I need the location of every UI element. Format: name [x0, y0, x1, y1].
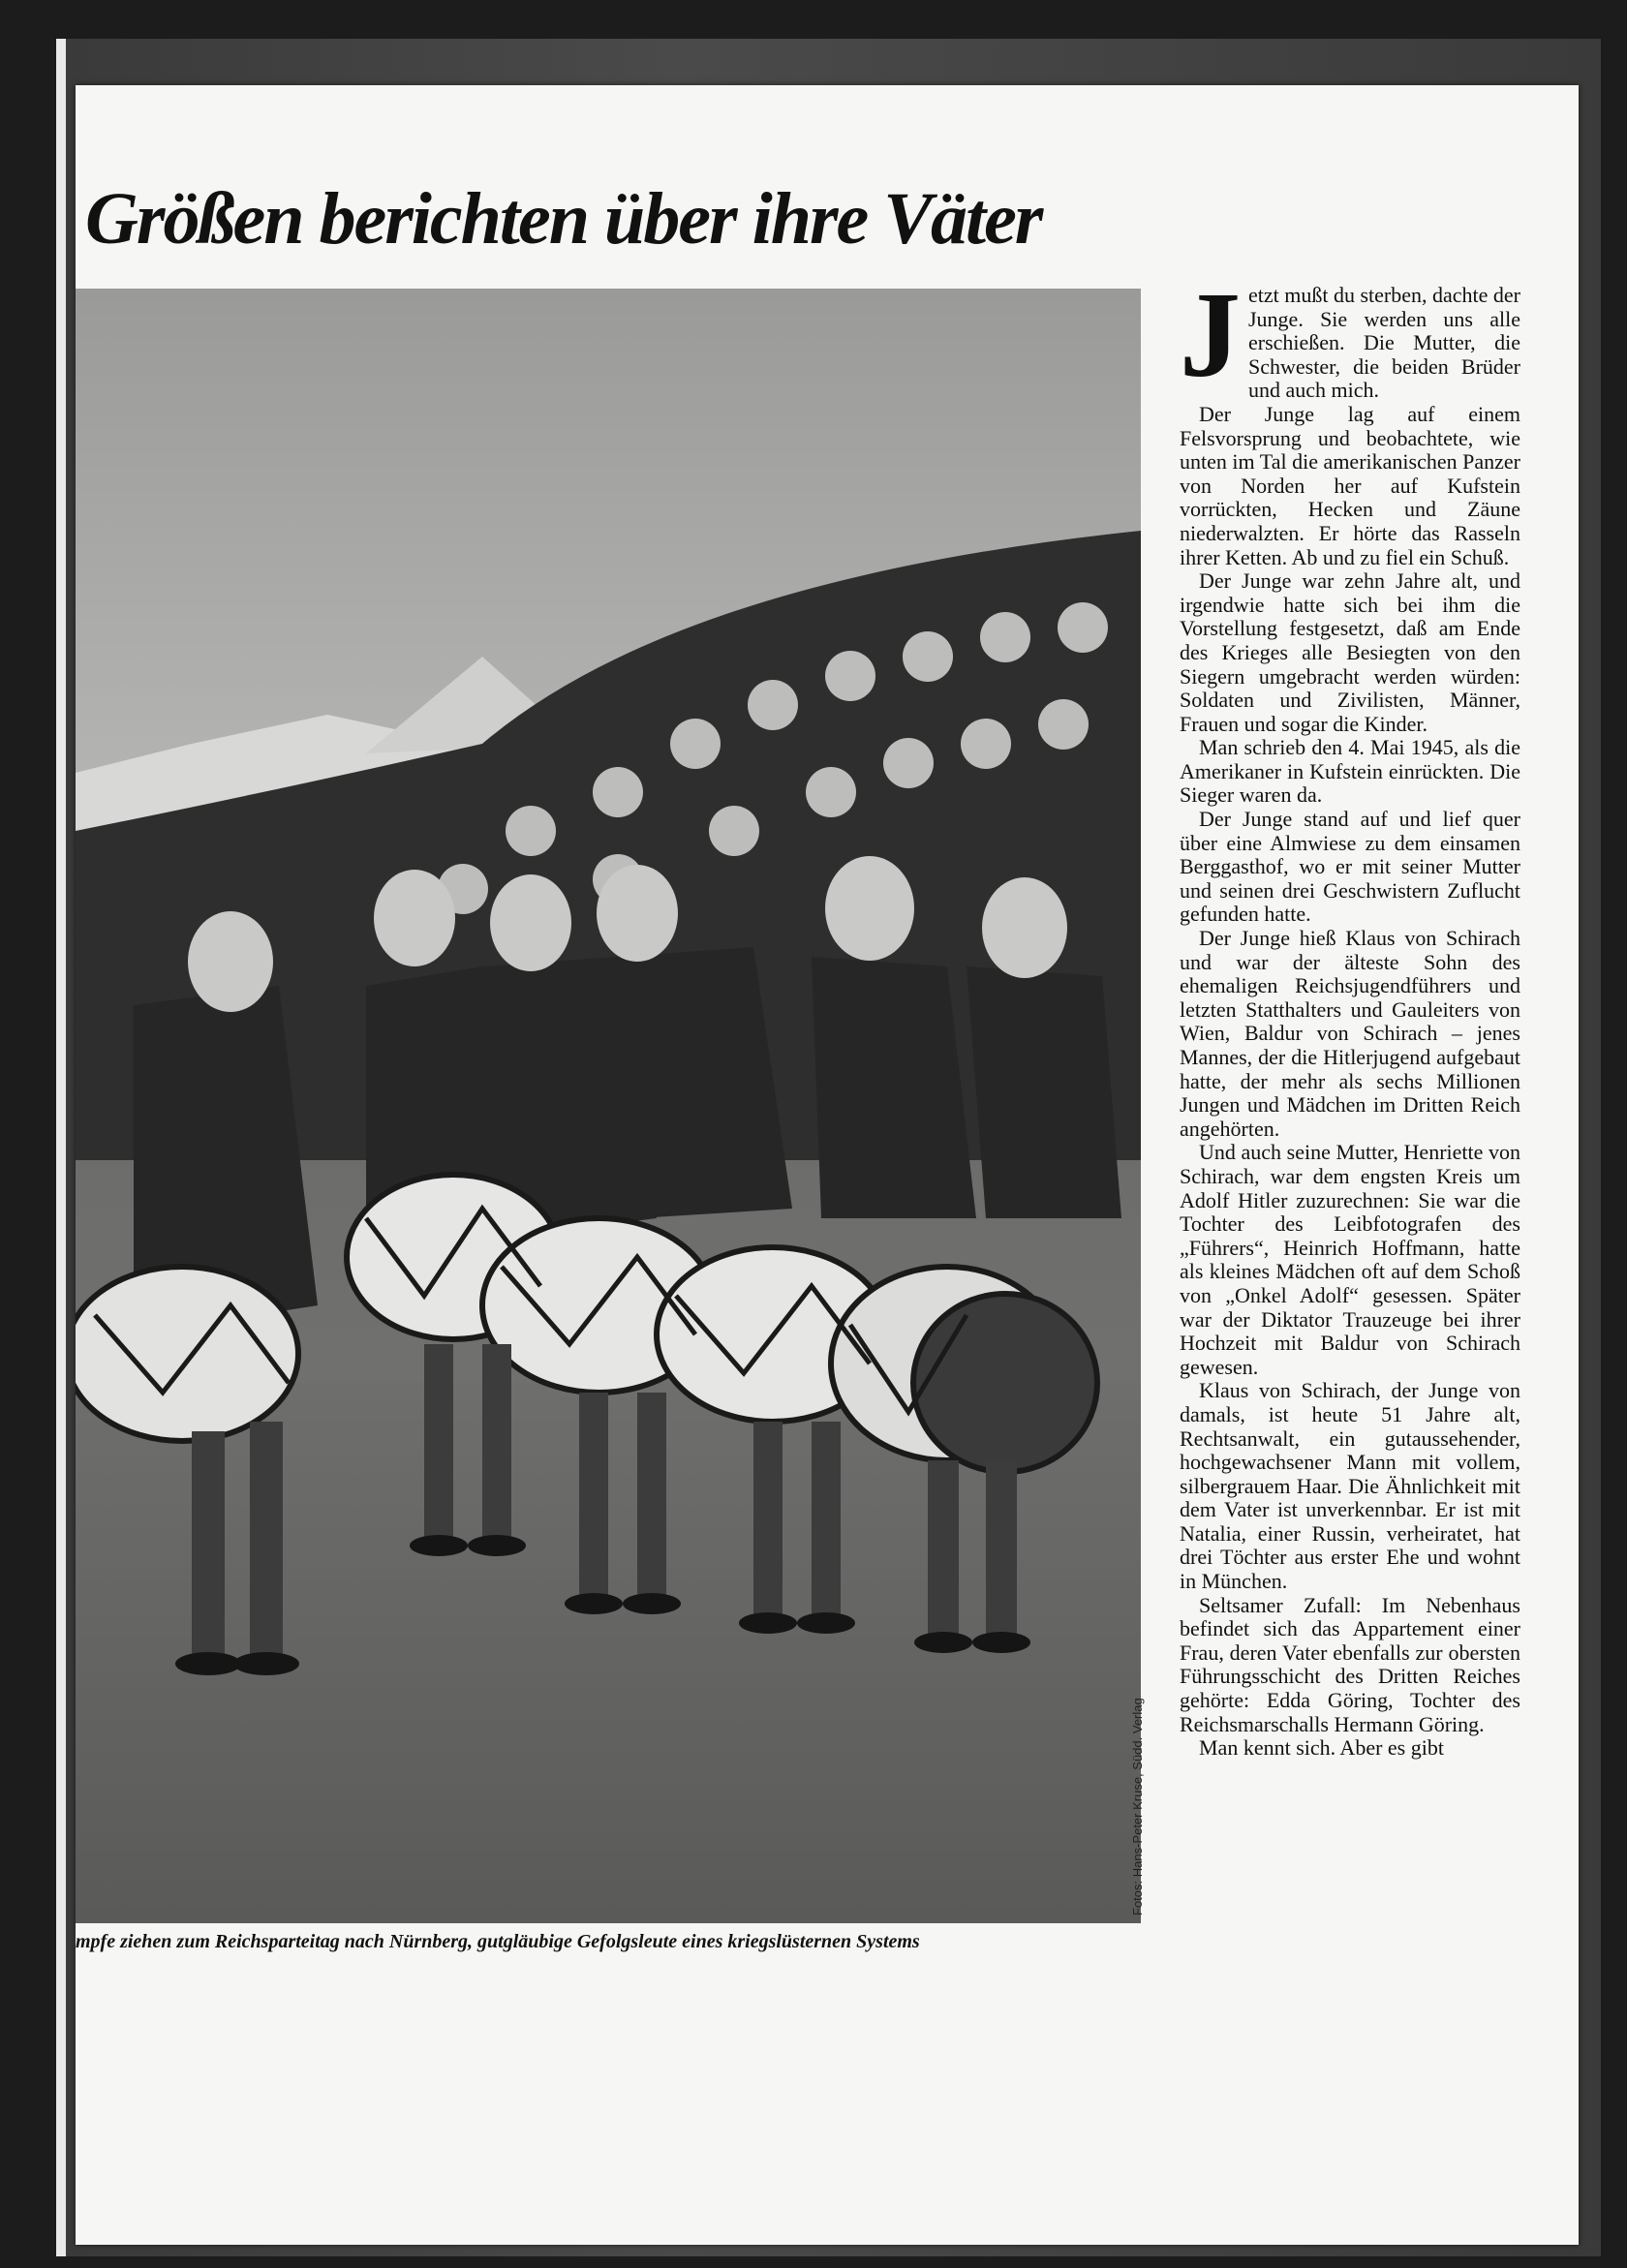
paragraph: Man schrieb den 4. Mai 1945, als die Amerikaner in Kufstein einrückten. Die Sieger waren da.: [1180, 735, 1520, 808]
paragraph: Und auch seine Mutter, Henriette von Schirach, war dem engsten Kreis um Adolf Hitler zuzurechnen: Sie war die Tochter des Leibfotografen des „Führers“, Heinrich Hoffmann, hatte als kleines Mädchen oft auf dem Schoß von „Onkel Adolf“ gesessen. Später war der Diktator Trauzeuge bei ihrer Hochzeit mit Baldur von Schirach gewesen.: [1180, 1140, 1520, 1379]
paragraph: Der Junge stand auf und lief quer über eine Almwiese zu dem einsamen Berggasthof, wo er mit seiner Mutter und seinen drei Geschwistern Zuflucht gefunden hatte.: [1180, 807, 1520, 927]
paragraph: Der Junge hieß Klaus von Schirach und war der älteste Sohn des ehemaligen Reichsjugendführers und letzten Statthalters und Gauleiters von Wien, Baldur von Schirach – jenes Mannes, der die Hitlerjugend aufgebaut hatte, der mehr als sechs Millionen Jungen und Mädchen im Dritten Reich angehörten.: [1180, 926, 1520, 1141]
photo-credit: Fotos: Hans-Peter Kruse, Südd. Verlag: [1130, 1698, 1145, 1916]
headline: Größen berichten über ihre Väter: [85, 178, 1042, 260]
photo-drummers-illustration: [76, 289, 1141, 1923]
paragraph: Der Junge war zehn Jahre alt, und irgendwie hatte sich bei ihm die Vorstellung festgesetzt, daß am Ende des Krieges alle Besiegten von den Siegern umgebracht werden würden: Soldaten und Zivilisten, Männer, Frauen und sogar die Kinder.: [1180, 568, 1520, 736]
paragraph: Seltsamer Zufall: Im Nebenhaus befindet sich das Appartement einer Frau, deren Vater ebenfalls zur obersten Führungsschicht des Dritten Reiches gehörte: Edda Göring, Tochter des Reichsmarschalls Hermann Göring.: [1180, 1592, 1520, 1736]
paragraph: Der Junge lag auf einem Felsvorsprung und beobachtete, wie unten im Tal die amerikanischen Panzer von Norden her auf Kufstein vorrückten, Hecken und Zäune niederwalzten. Er hörte das Rasseln ihrer Ketten. Ab und zu fiel ein Schuß.: [1180, 401, 1520, 569]
paragraph: Klaus von Schirach, der Junge von damals, ist heute 51 Jahre alt, Rechtsanwalt, ein gutaussehender, hochgewachsener Mann mit vollem, silbergrauem Haar. Die Ähnlichkeit mit dem Vater ist unverkennbar. Er ist mit Natalia, einer Russin, verheiratet, hat drei Töchter aus erster Ehe und wohnt in München.: [1180, 1378, 1520, 1594]
paragraph: Man kennt sich. Aber es gibt: [1199, 1735, 1444, 1761]
article-body: [1180, 268, 1521, 1761]
photo-caption: mpfe ziehen zum Reichsparteitag nach Nürnberg, gutgläubige Gefolgsleute eines kriegslüsternen Systems: [76, 1931, 920, 1952]
paragraph: etzt mußt du sterben, dachte der Junge. Sie werden uns alle erschießen. Die Mutter, die Schwester, die beiden Brüder und auch mich.: [1248, 283, 1521, 403]
photo: [76, 289, 1141, 1923]
drop-cap: J: [1180, 268, 1241, 403]
newspaper-clipping: [76, 85, 1579, 2245]
